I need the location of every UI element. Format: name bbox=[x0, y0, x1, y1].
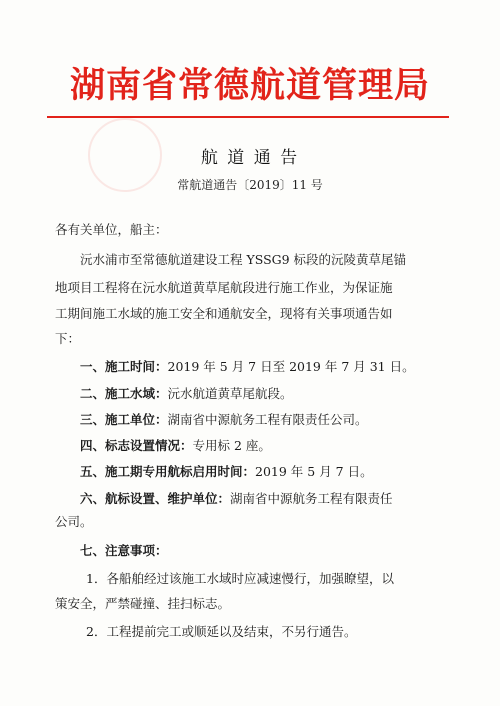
notice-number: 常航道通告〔2019〕11 号 bbox=[177, 178, 323, 192]
notice-title: 航 道 通 告 bbox=[200, 148, 300, 168]
item-construction-time bbox=[80, 359, 415, 375]
item-value: 专用标 2 座。 bbox=[192, 438, 271, 453]
precaution-point: 2．工程提前完工或顺延以及结束，不另行通告。 bbox=[86, 624, 357, 639]
item-continuation: 公司。 bbox=[55, 514, 93, 529]
precaution-point: 1．各船舶经过该施工水域时应减速慢行，加强瞭望，以 bbox=[86, 571, 394, 586]
greeting: 各有关单位，船主： bbox=[55, 222, 168, 237]
item-buoy-activation bbox=[80, 464, 373, 480]
item-sign-setup bbox=[80, 438, 271, 454]
item-label: 四、标志设置情况： bbox=[80, 438, 193, 453]
item-value: 湖南省中源航务工程有限责任公司。 bbox=[167, 412, 368, 427]
precautions-heading: 七、注意事项： bbox=[80, 543, 168, 558]
intro-line: 地项目工程将在沅水航道黄草尾航段进行施工作业，为保证施 bbox=[55, 280, 393, 295]
item-value: 2019 年 5 月 7 日。 bbox=[255, 464, 373, 479]
item-label: 五、施工期专用航标启用时间： bbox=[80, 464, 256, 479]
item-construction-waters bbox=[80, 386, 293, 402]
intro-line: 沅水浦市至常德航道建设工程 YSSG9 标段的沅陵黄草尾锚 bbox=[80, 252, 407, 267]
intro-line: 下： bbox=[55, 331, 81, 346]
item-maintenance-unit bbox=[80, 491, 393, 507]
item-label: 一、施工时间： bbox=[80, 359, 168, 374]
item-value: 湖南省中源航务工程有限责任 bbox=[230, 491, 393, 506]
letterhead-divider bbox=[47, 116, 449, 118]
precaution-point: 策安全，严禁碰撞、挂扫标志。 bbox=[55, 596, 231, 611]
item-label: 六、航标设置、维护单位： bbox=[80, 491, 231, 506]
item-label: 三、施工单位： bbox=[80, 412, 168, 427]
intro-line: 工期间施工水域的施工安全和通航安全，现将有关事项通告如 bbox=[55, 306, 393, 321]
item-label: 二、施工水域： bbox=[80, 386, 168, 401]
letterhead-title: 湖南省常德航道管理局 bbox=[69, 66, 430, 106]
item-construction-unit bbox=[80, 412, 368, 428]
item-value: 沅水航道黄草尾航段。 bbox=[167, 386, 293, 401]
item-value: 2019 年 5 月 7 日至 2019 年 7 月 31 日。 bbox=[167, 359, 415, 374]
